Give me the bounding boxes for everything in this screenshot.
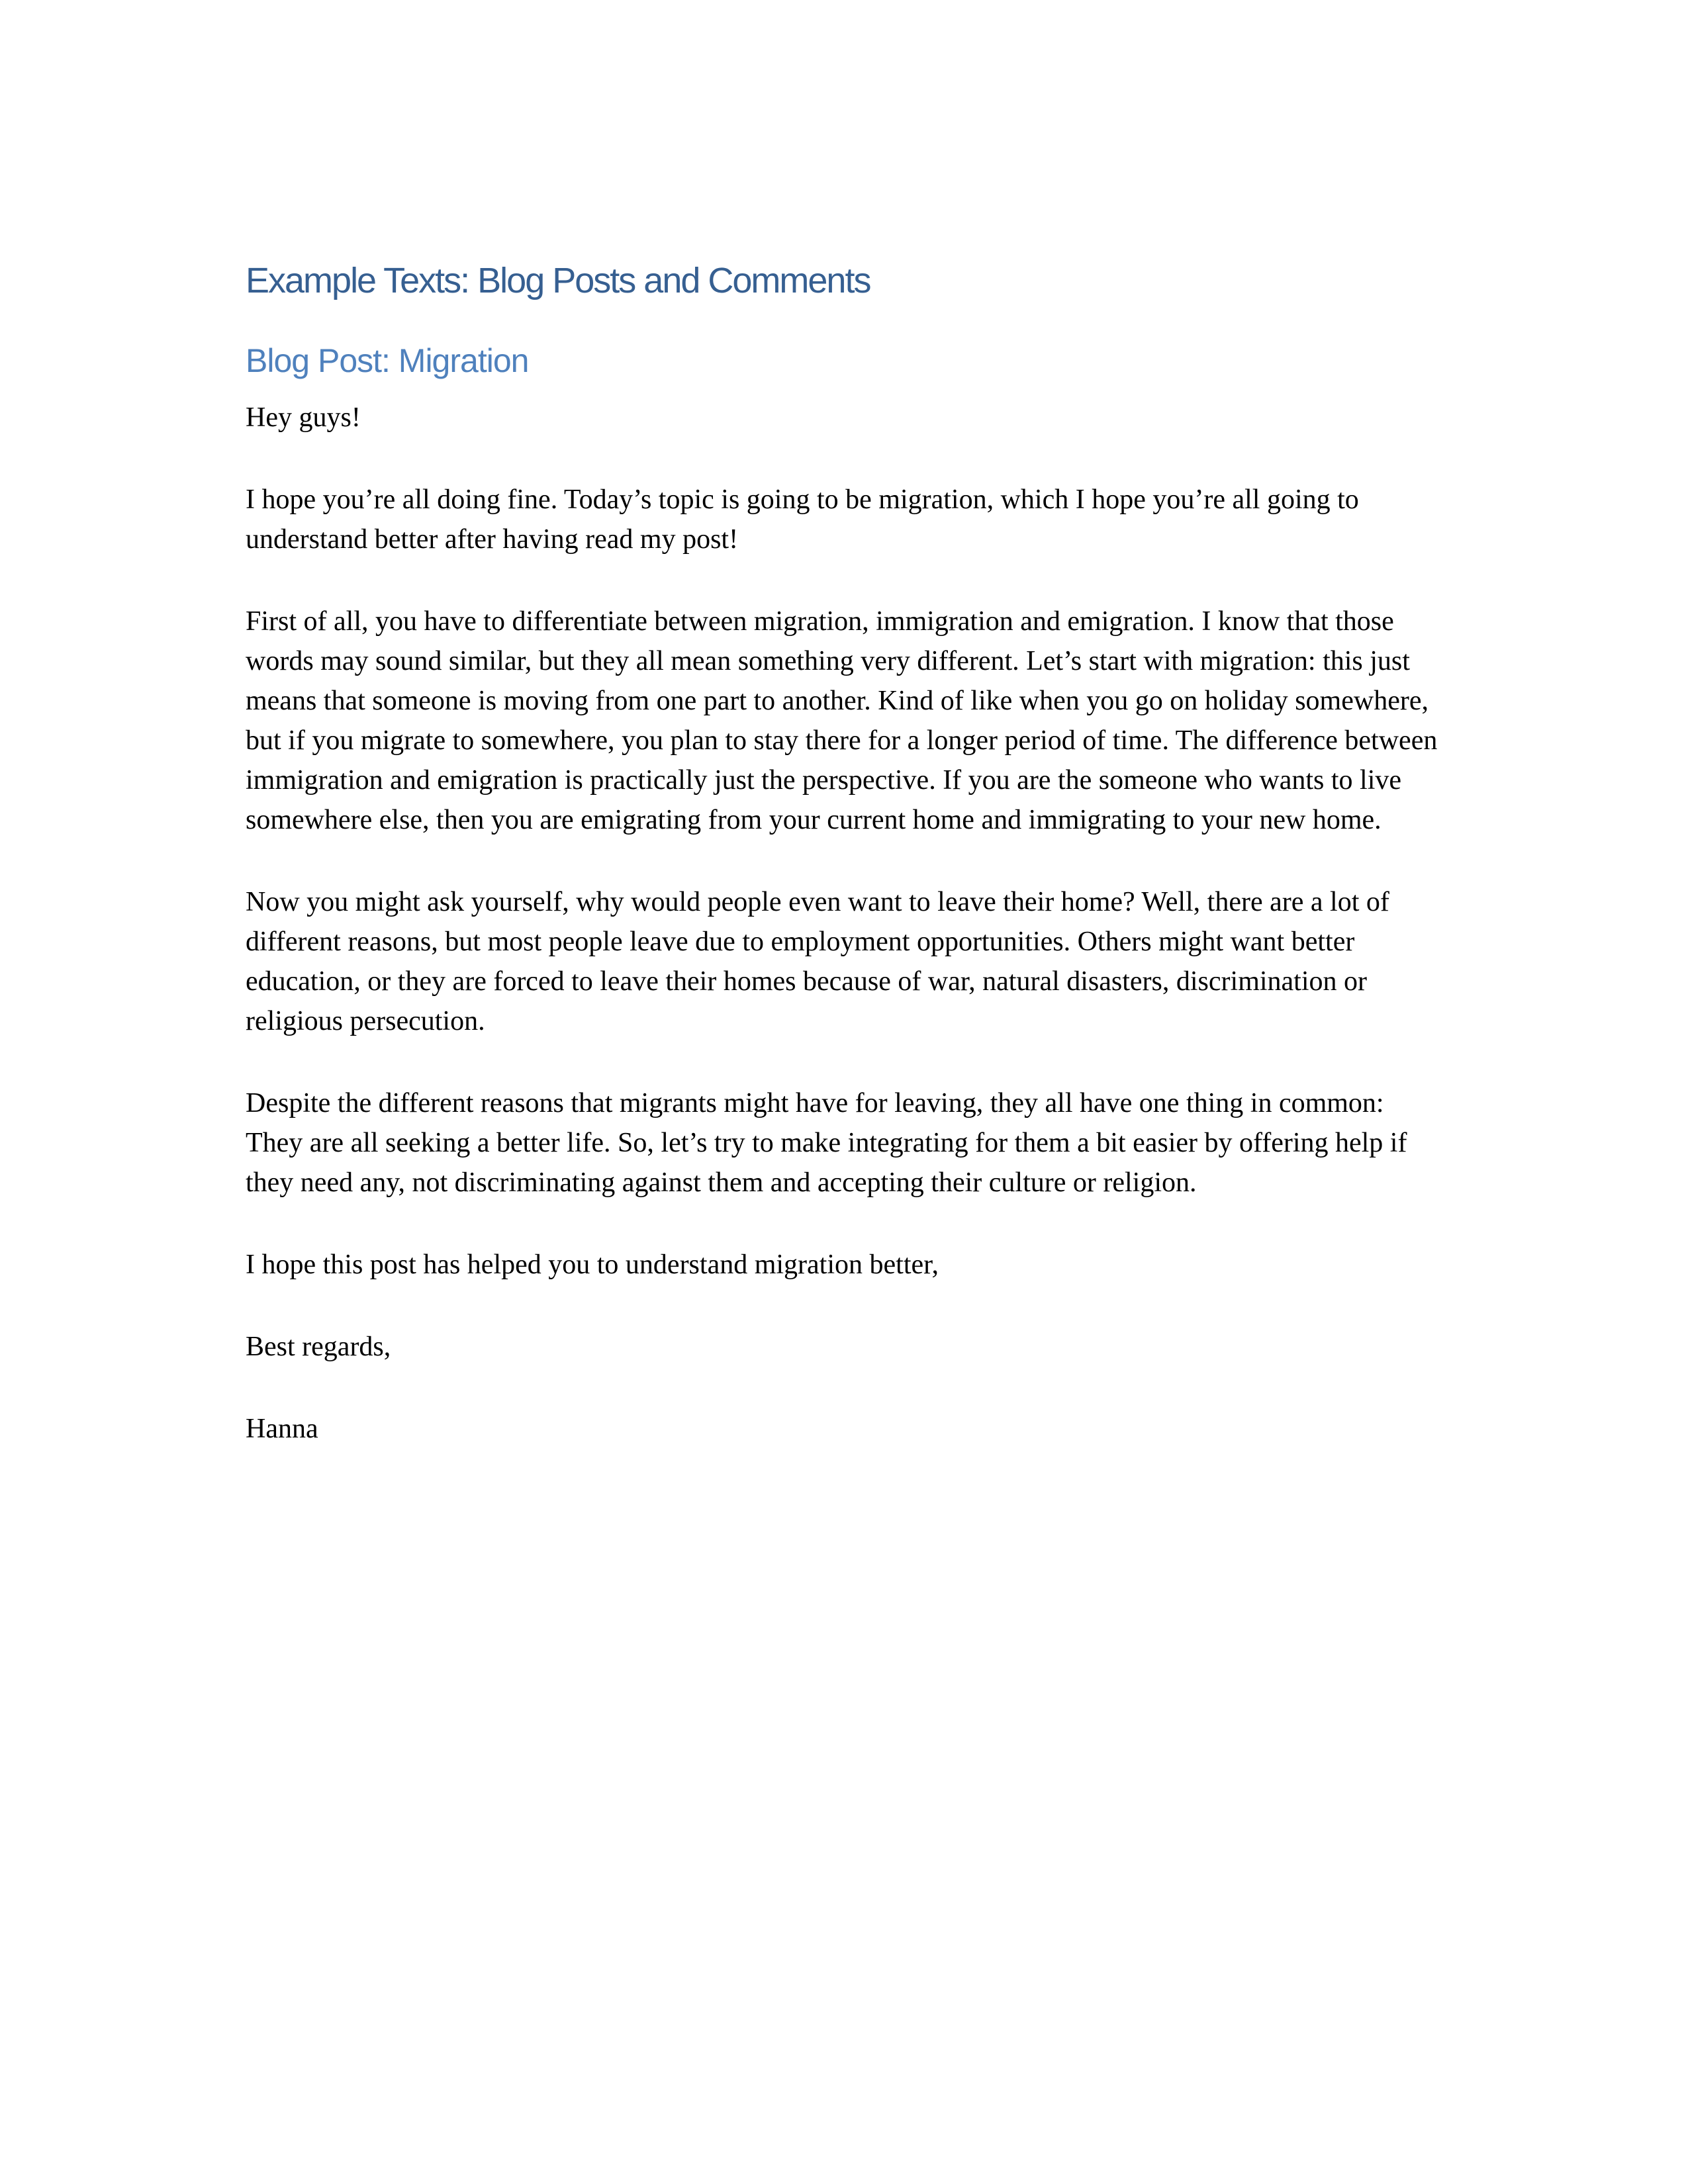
paragraph-reasons: Now you might ask yourself, why would people even want to leave their home? Well, there are a lot of different reasons, but most people leave due to employment opportunities. Others might want better education, or they are forced to leave their homes because of war, natural disasters, discrimination or religious persecution.	[246, 886, 1389, 1036]
document-subtitle: Blog Post: Migration	[246, 341, 529, 379]
paragraph-signoff: Best regards,	[246, 1331, 391, 1362]
paragraph-intro: I hope you’re all doing fine. Today’s topic is going to be migration, which I hope you’re all going to understand better after having read my post!	[246, 484, 1359, 555]
paragraph-closing: I hope this post has helped you to understand migration better,	[246, 1249, 939, 1280]
paragraph-signature: Hanna	[246, 1413, 318, 1444]
document-body	[246, 398, 1444, 1449]
paragraph-greeting: Hey guys!	[246, 402, 361, 433]
paragraph-conclusion: Despite the different reasons that migrants might have for leaving, they all have one thing in common: They are all seeking a better life. So, let’s try to make integrating for them a bit easier by offering help if they need any, not discriminating against them and accepting their culture or religion.	[246, 1087, 1407, 1198]
document-content	[246, 259, 1444, 1449]
document-title: Example Texts: Blog Posts and Comments	[246, 261, 870, 300]
paragraph-definitions: First of all, you have to differentiate between migration, immigration and emigration. I know that those words may sound similar, but they all mean something very different. Let’s start with migration: this just means that someone is moving from one part to another. Kind of like when you go on holiday somewhere, but if you migrate to somewhere, you plan to stay there for a longer period of time. The difference between immigration and emigration is practically just the perspective. If you are the someone who wants to live somewhere else, then you are emigrating from your current home and immigrating to your new home.	[246, 606, 1438, 835]
